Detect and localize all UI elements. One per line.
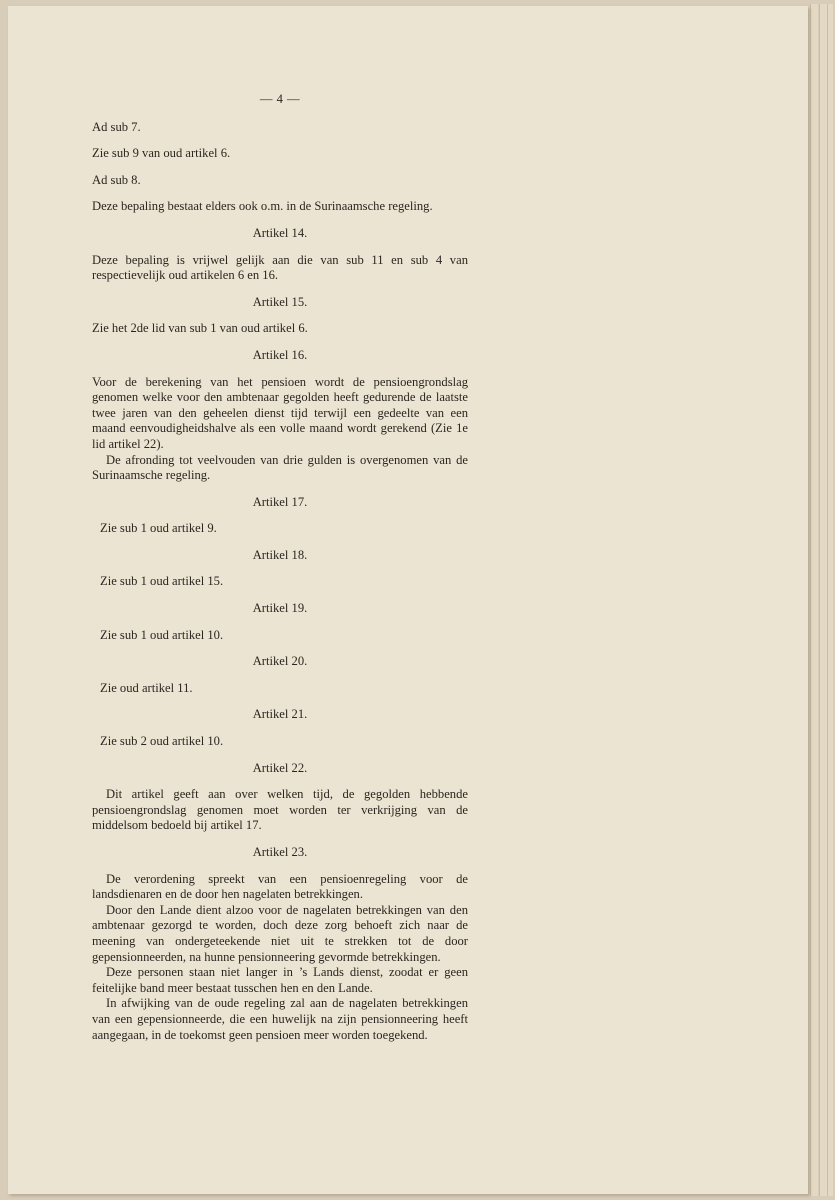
paragraph: De verordening spreekt van een pensioenregeling voor de landsdienaren en de door hen nagelaten betrekkingen. xyxy=(92,871,468,902)
paragraph: Ad sub 8. xyxy=(92,172,141,187)
paragraph: De afronding tot veelvouden van drie gulden is overgenomen van de Surinaamsche regeling. xyxy=(92,452,468,483)
paragraph: In afwijking van de oude regeling zal aan de nagelaten betrekkingen van een gepensionneerde, die een huwelijk na zijn pensionneering heeft aangegaan, in de toekomst geen pensioen meer worden toegekend. xyxy=(92,996,468,1042)
paragraph: Zie sub 1 oud artikel 10. xyxy=(100,627,224,642)
article-heading: Artikel 14. xyxy=(252,225,308,240)
paragraph: Deze bepaling is vrijwel gelijk aan die van sub 11 en sub 4 van respectievelijk oud artikelen 6 en 16. xyxy=(92,252,468,283)
paragraph: Dit artikel geeft aan over welken tijd, de gegolden hebbende pensioengrondslag genomen moet worden ter verkrijging van de middelsom bedoeld bij artikel 17. xyxy=(92,787,468,833)
paragraph: Zie het 2de lid van sub 1 van oud artikel 6. xyxy=(92,321,308,336)
article-heading: Artikel 20. xyxy=(252,654,308,669)
page-number: — 4 — xyxy=(259,92,301,106)
paragraph: Zie sub 2 oud artikel 10. xyxy=(100,734,224,749)
paragraph: Zie sub 1 oud artikel 15. xyxy=(100,574,224,589)
page-text xyxy=(92,92,468,1043)
paragraph: Deze personen staan niet langer in ’s Lands dienst, zoodat er geen feitelijke band meer bestaat tusschen hen en den Lande. xyxy=(92,965,468,995)
paragraph: Zie sub 1 oud artikel 9. xyxy=(100,521,217,536)
paragraph: Door den Lande dient alzoo voor de nagelaten betrekkingen van den ambtenaar gezorgd te worden, doch deze zorg behoeft zich naar de meening van ondergeteekende niet uit te strekken tot de door gepensionneerden, na hunne pensionneering gevormde betrekkingen. xyxy=(92,902,468,964)
article-heading: Artikel 22. xyxy=(252,760,308,775)
article-heading: Artikel 15. xyxy=(252,294,308,309)
paragraph: Ad sub 7. xyxy=(92,119,141,134)
paragraph: Voor de berekening van het pensioen wordt de pensioengrondslag genomen welke voor den ambtenaar gegolden heeft gedurende de laatste twee jaren van den geheelen dienst tijd terwijl een gedeelte van een maand eenvoudigheidshalve als een volle maand wordt gerekend (Zie 1e lid artikel 22). xyxy=(92,374,468,451)
paragraph: Zie sub 9 van oud artikel 6. xyxy=(92,146,231,161)
page-edge xyxy=(819,4,827,1196)
article-heading: Artikel 21. xyxy=(252,707,308,722)
article-heading: Artikel 16. xyxy=(252,347,308,362)
page-edge xyxy=(810,4,818,1196)
article-heading: Artikel 19. xyxy=(252,601,308,616)
article-heading: Artikel 17. xyxy=(252,494,308,509)
article-heading: Artikel 18. xyxy=(252,547,308,562)
paragraph: Deze bepaling bestaat elders ook o.m. in de Surinaamsche regeling. xyxy=(92,199,433,214)
article-heading: Artikel 23. xyxy=(252,845,308,859)
page-edge xyxy=(827,4,833,1196)
paragraph: Zie oud artikel 11. xyxy=(100,680,193,695)
document-page xyxy=(8,6,808,1194)
